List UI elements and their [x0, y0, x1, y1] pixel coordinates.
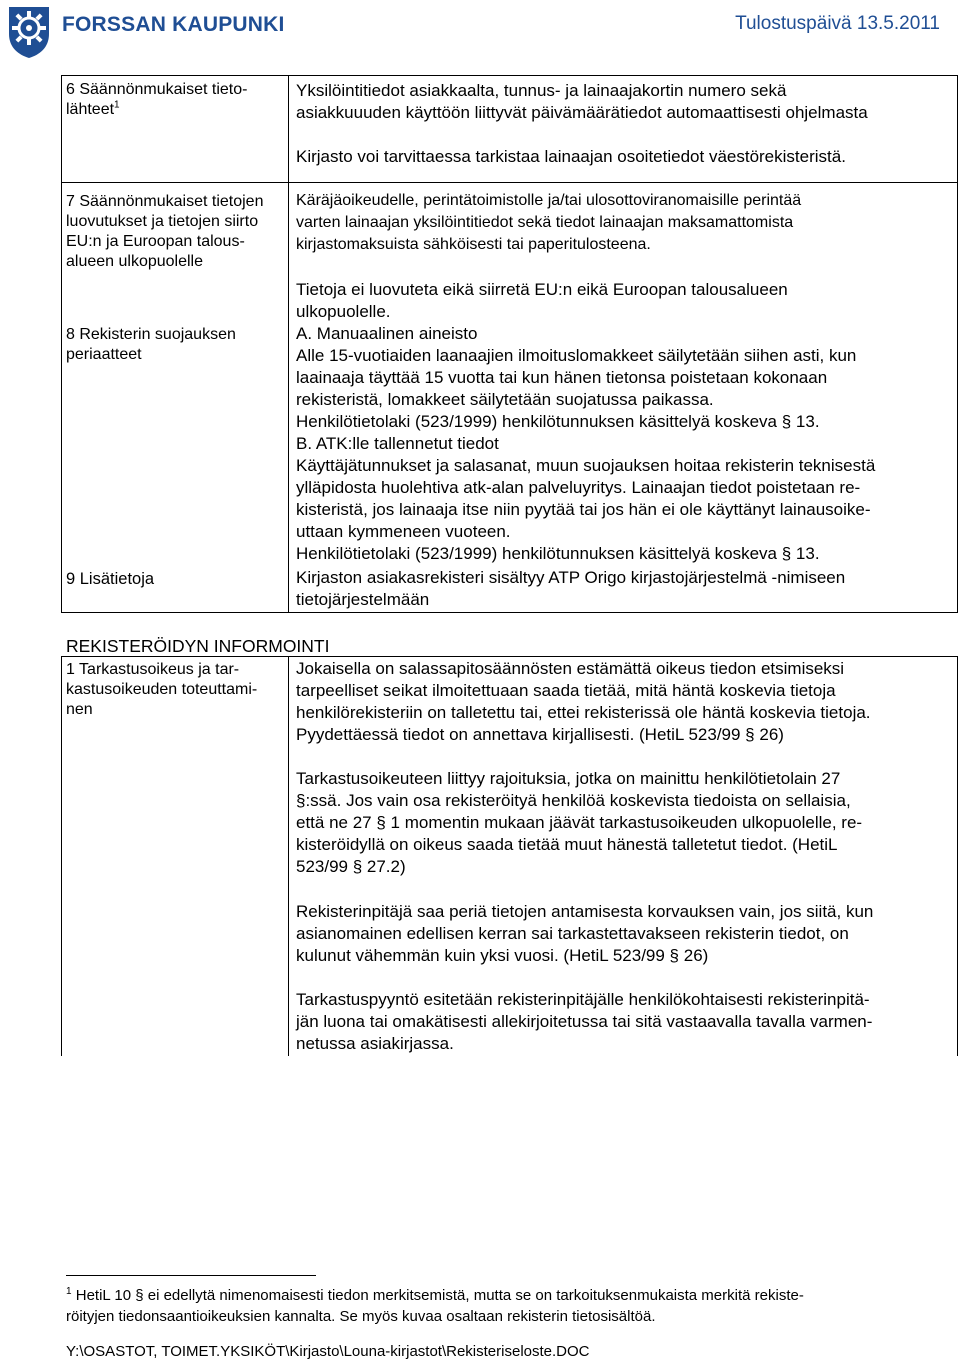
access-right-label: 1 Tarkastusoikeus ja tar- kastusoikeuden toteuttami- nen	[66, 661, 258, 718]
row-8-label: 8 Rekisterin suojauksen periaatteet	[66, 326, 236, 363]
footnote-mark: 1	[114, 99, 120, 111]
table2-column-divider	[288, 656, 289, 1056]
row-7-note: Tietoja ei luovuteta eikä siirretä EU:n eikä Euroopan talousalueen ulkopuolelle.	[296, 280, 788, 321]
forssa-coat-of-arms-icon	[6, 4, 52, 60]
row-8-content: A. Manuaalinen aineisto Alle 15-vuotiaiden laanaajien ilmoituslomakkeet säilytetään siihen asti, kun laainaaja täyttää 15 vuotta tai kun hänen tietonsa poistetaan kokonaan rekisteristä, lomakkeet säilytetään suojatussa paikassa. Henkilötietolaki (523/1999) henkilötunnuksen käsittelyä koskeva § 13. B. ATK:lle tallennetut tiedot Käyttäjätunnukset ja salasanat, muun suojauksen hoitaa rekisterin teknisestä ylläpidosta huolehtiva atk-alan palveluyritys. Lainaajan tiedot poistetaan re- kisteristä, jos lainaaja itse niin pyytää tai jos hän ei ole käyttänyt lainausoike- uttaan kymmeneen vuoteen. Henkilötietolaki (523/1999) henkilötunnuksen käsittelyä koskeva § 13.	[296, 324, 876, 563]
file-path: Y:\OSASTOT, TOIMET.YKSIKÖT\Kirjasto\Louna-kirjastot\Rekisteriseloste.DOC	[66, 1343, 590, 1360]
table-border-left	[61, 75, 62, 613]
access-right-paragraph-1: Jokaisella on salassapitosäännösten estämättä oikeus tiedon etsimiseksi tarpeelliset seikat ilmoitettuaan saada tietää, mitä häntä koskevia tietoja henkilörekisteriin on talletettu tai, ettei rekisterissä ole häntä koskevia tietoja. Pyydettäessä tiedot on annettava kirjallisesti. (HetiL 523/99 § 26)	[296, 659, 871, 744]
table-border-right	[957, 75, 958, 613]
table-border-bottom	[61, 612, 958, 613]
row-6-note: Kirjasto voi tarvittaessa tarkistaa lainaajan osoitetiedot väestörekisteristä.	[296, 147, 846, 166]
access-right-paragraph-4: Tarkastuspyyntö esitetään rekisterinpitäjälle henkilökohtaisesti rekisterinpitä- jän luona tai omakätisesti allekirjoitetussa tai sitä vastaavalla tavalla varmen- netussa asiakirjassa.	[296, 990, 873, 1053]
organization-name: FORSSAN KAUPUNKI	[62, 13, 285, 36]
access-right-paragraph-3: Rekisterinpitäjä saa periä tietojen antamisesta korvauksen vain, jos siitä, kun asianomainen edellisen kerran sai tarkastettavakseen rekisterin tiedot, on kulunut vähemmän kuin yksi vuosi. (HetiL 523/99 § 26)	[296, 902, 874, 965]
row-6-label: 6 Säännönmukaiset tieto- lähteet$^1$	[66, 81, 248, 118]
row-7-label: 7 Säännönmukaiset tietojen luovutukset ja tietojen siirto EU:n ja Euroopan talous- alueen ulkopuolelle	[66, 193, 264, 270]
table-border-top	[61, 75, 958, 76]
row-9-label: 9 Lisätietoja	[66, 570, 155, 588]
section-heading: REKISTERÖIDYN INFORMOINTI	[66, 636, 330, 656]
table-row-divider	[61, 182, 958, 183]
footnote-separator	[66, 1275, 316, 1276]
footnote-number: 1	[66, 1286, 72, 1297]
footnote: $^1$ HetiL 10 § ei edellytä nimenomaisesti tiedon merkitsemistä, mutta se on tarkoituksenmukaista merkitä rekiste- röityjen tiedonsaantioikeuksien kannalta. Se myös kuvaa osaltaan rekisterin tietosisältöä.	[66, 1286, 804, 1325]
table-column-divider	[288, 75, 289, 613]
row-9-content: Kirjaston asiakasrekisteri sisältyy ATP Origo kirjastojärjestelmä -nimiseen tietojärjestelmään	[296, 568, 846, 609]
table2-border-left	[61, 656, 62, 1056]
table2-border-top	[61, 656, 958, 657]
row-7-content: Käräjäoikeudelle, perintätoimistolle ja/tai ulosottoviranomaisille perintää varten lainaajan yksilöintitiedot sekä tiedot lainaajan maksamattomista kirjastomaksuista sähköisesti tai paperitulosteena.	[296, 192, 802, 253]
access-right-paragraph-2: Tarkastusoikeuteen liittyy rajoituksia, jotka on mainittu henkilötietolain 27 §:ssä. Jos vain osa rekisteröityä henkilöä koskevista tiedoista on sellaisia, että ne 27 § 1 momentin mukaan jäävät tarkastusoikeuden ulkopuolelle, re- kisteröidyllä on oikeus saada tietää muut hänestä talletetut tiedot. (HetiL 523/99 § 27.2)	[296, 769, 863, 876]
row-6-content: Yksilöintitiedot asiakkaalta, tunnus- ja lainaajakortin numero sekä asiakkuuuden käyttöön liittyvät päivämäärätiedot automaattisesti ohjelmasta	[296, 81, 868, 122]
table2-border-right	[957, 656, 958, 1056]
print-date: Tulostuspäivä 13.5.2011	[735, 13, 940, 34]
